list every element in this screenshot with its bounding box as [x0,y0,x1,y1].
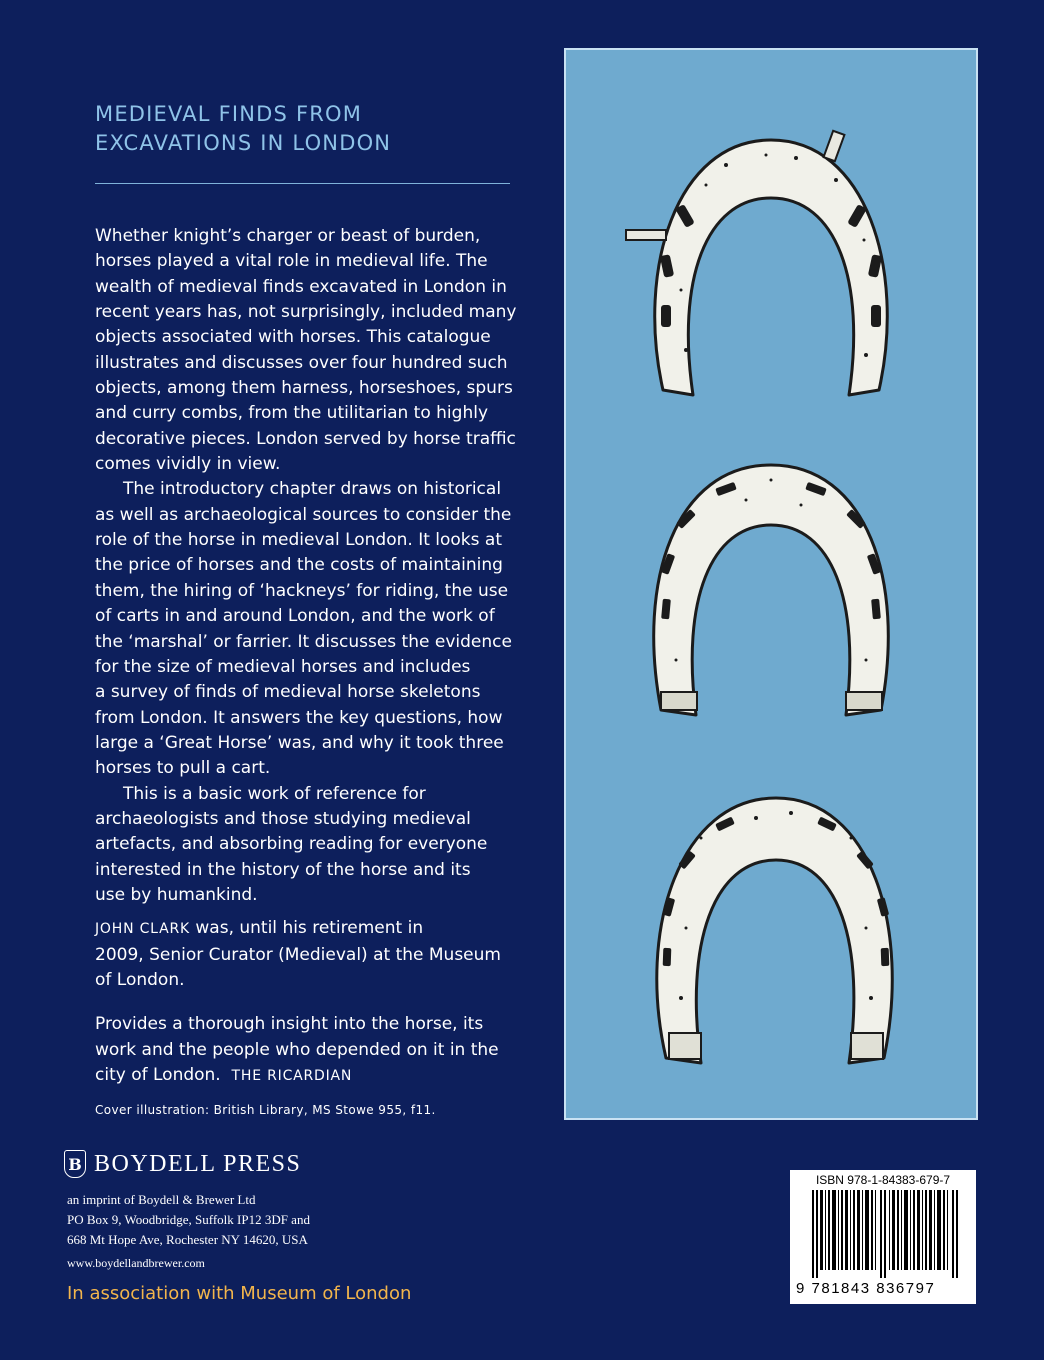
logo-letter: B [68,1154,82,1174]
blurb-line: recent years has, not surprisingly, included many [95,302,517,323]
horseshoe-icon [566,110,976,410]
blurb-line: comes vividly in view. [95,454,281,475]
isbn-digits: 9 781843 836797 [796,1280,936,1297]
blurb-line: use by humankind. [95,884,258,905]
boydell-logo-icon [64,1150,86,1178]
address-line: PO Box 9, Woodbridge, Suffolk IP12 3DF and [67,1212,310,1227]
blurb-line: for the size of medieval horses and includes [95,656,471,677]
author-bio-line-1 [95,916,527,943]
author-bio-line-3: of London. [95,970,185,990]
blurb-line: horses to pull a cart. [95,758,271,779]
author-bio-line-2: 2009, Senior Curator (Medieval) at the Museum [95,944,501,965]
blurb-line: them, the hiring of ‘hackneys’ for riding, the use [95,580,509,601]
publisher-name: BOYDELL PRESS [94,1150,302,1177]
blurb-line: the price of horses and the costs of maintaining [95,555,503,576]
author-bio-text: was, until his retirement in [189,918,424,938]
publisher-brand [64,1150,301,1178]
blurb-line: The introductory chapter draws on historical [123,479,502,500]
blurb-line: archaeologists and those studying medieval [95,808,471,829]
quote-line-3 [95,1063,527,1090]
quote-line-2: work and the people who depended on it in the [95,1039,499,1060]
blurb-line: Whether knight’s charger or beast of burden, [95,226,481,246]
blurb-line: from London. It answers the key questions, how [95,707,503,728]
blurb-line: as well as archaeological sources to consider the [95,504,512,525]
association-line: In association with Museum of London [67,1283,412,1304]
title-divider [95,183,510,184]
blurb-line: interested in the history of the horse and its [95,859,471,880]
quote-text: city of London. [95,1065,221,1085]
address-line: an imprint of Boydell & Brewer Ltd [67,1192,256,1207]
blurb-line: artefacts, and absorbing reading for everyone [95,834,488,855]
barcode-icon [812,1190,958,1278]
cover-credit: Cover illustration: British Library, MS Stowe 955, f11. [95,1103,436,1117]
review-quote [95,1012,527,1090]
blurb-line: illustrates and discusses over four hundred such [95,352,508,373]
isbn-label: ISBN 978-1-84383-679-7 [815,1173,951,1187]
blurb-line: horses played a vital role in medieval life. The [95,251,488,272]
blurb-line: objects, among them harness, horseshoes, spurs [95,378,513,399]
blurb-line: the ‘marshal’ or farrier. It discusses the evidence [95,631,512,652]
publisher-address [67,1190,310,1250]
horseshoe-icon [566,778,976,1078]
isbn-barcode [790,1170,976,1304]
horseshoe-icon [566,430,976,730]
blurb-line: role of the horse in medieval London. It looks at [95,530,502,551]
blurb-line: decorative pieces. London served by horse traffic [95,428,516,449]
blurb-paragraph-2 [95,477,527,781]
address-line: 668 Mt Hope Ave, Rochester NY 14620, USA [67,1232,308,1247]
author-name: JOHN CLARK [95,921,190,937]
blurb-line: wealth of medieval finds excavated in London in [95,276,507,297]
blurb-line: This is a basic work of reference for [123,783,426,804]
blurb-line: a survey of finds of medieval horse skeletons [95,682,481,703]
blurb-line: of carts in and around London, and the work of [95,606,495,627]
blurb-line: objects associated with horses. This catalogue [95,327,491,348]
blurb-line: large a ‘Great Horse’ was, and why it took three [95,732,504,753]
publisher-website: www.boydellandbrewer.com [67,1256,205,1270]
quote-line-1: Provides a thorough insight into the horse, its [95,1014,484,1034]
blurb-paragraph-1 [95,224,527,477]
series-title [95,100,515,158]
series-title-line-1: MEDIEVAL FINDS FROM [95,102,363,126]
blurb-paragraph-3 [95,782,527,909]
blurb-line: and curry combs, from the utilitarian to highly [95,403,489,424]
horseshoe-illustration-panel [564,48,978,1120]
series-title-line-2: EXCAVATIONS IN LONDON [95,131,392,155]
author-bio [95,916,527,994]
quote-source: THE RICARDIAN [231,1068,353,1084]
blurb [95,224,527,908]
